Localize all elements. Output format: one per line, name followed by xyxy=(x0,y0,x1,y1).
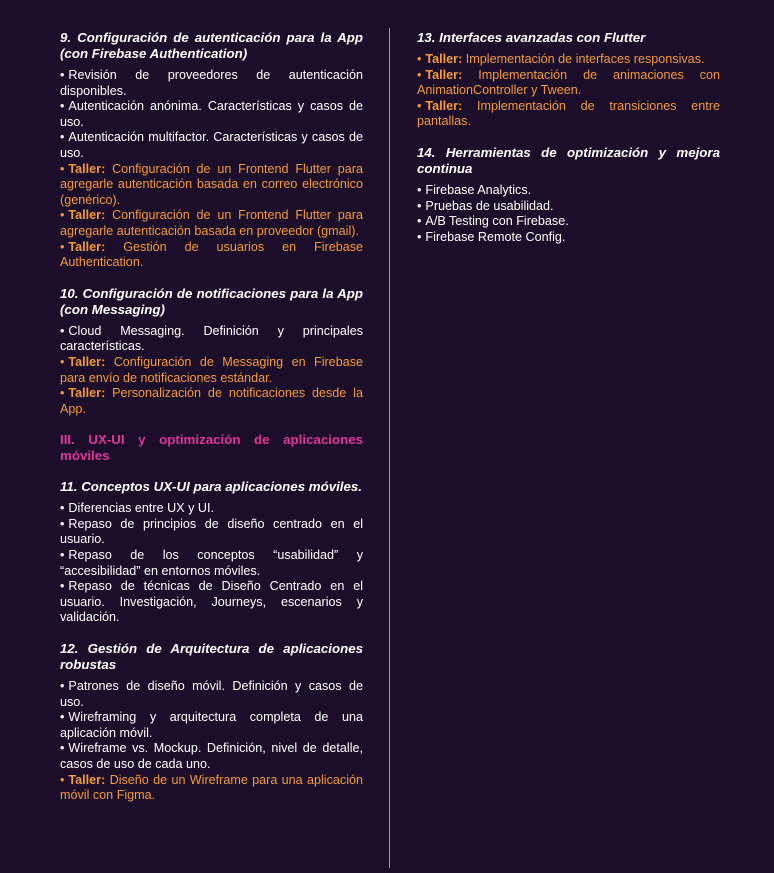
list-item: • Diferencias entre UX y UI. xyxy=(60,501,215,516)
section-14-title: 14. Herramientas de optimización y mejora continua xyxy=(417,144,720,176)
list-item: • Autenticación multifactor. Características y casos de uso. xyxy=(60,130,363,160)
taller-item: • Taller: Implementación de interfaces responsivas. xyxy=(417,52,705,66)
list-item: • Pruebas de usabilidad. xyxy=(417,198,554,213)
section-10 xyxy=(60,286,363,418)
list-item: • Revisión de proveedores de autenticación disponibles. xyxy=(60,68,363,98)
section-12-title: 12. Gestión de Arquitectura de aplicaciones robustas xyxy=(60,641,363,673)
list-item: • Cloud Messaging. Definición y principales características. xyxy=(60,323,363,354)
list-item: • Firebase Analytics. xyxy=(417,182,532,197)
list-item: • Wireframing y arquitectura completa de una aplicación móvil. xyxy=(60,710,363,740)
column-divider xyxy=(389,28,390,868)
section-12 xyxy=(60,641,363,804)
list-item: • Repaso de los conceptos “usabilidad” y “accesibilidad” en entornos móviles. xyxy=(60,548,363,578)
list-item: • Firebase Remote Config. xyxy=(417,229,566,244)
taller-item: • Taller: Personalización de notificaciones desde la App. xyxy=(60,386,363,416)
taller-item: • Taller: Implementación de animaciones con AnimationController y Tween. xyxy=(417,67,720,98)
section-9 xyxy=(60,30,363,271)
section-14 xyxy=(417,145,720,245)
list-item: • Autenticación anónima. Características y casos de uso. xyxy=(60,99,363,129)
section-13-title: 13. Interfaces avanzadas con Flutter xyxy=(417,30,646,45)
list-item: • Patrones de diseño móvil. Definición y casos de uso. xyxy=(60,679,363,709)
section-11-title: 11. Conceptos UX-UI para aplicaciones móviles. xyxy=(60,479,362,495)
list-item: • Repaso de técnicas de Diseño Centrado en el usuario. Investigación, Journeys, escenarios y validación. xyxy=(60,579,363,625)
section-9-title: 9. Configuración de autenticación para la App (con Firebase Authentication) xyxy=(60,30,363,61)
taller-item: • Taller: Gestión de usuarios en Firebase Authentication. xyxy=(60,239,364,270)
taller-item: • Taller: Configuración de un Frontend Flutter para agregarle autenticación basada en proveedor (gmail). xyxy=(60,208,363,238)
section-11 xyxy=(60,479,363,626)
list-item: • Wireframe vs. Mockup. Definición, nivel de detalle, casos de uso de cada uno. xyxy=(60,741,363,771)
part-3 xyxy=(60,432,363,464)
section-10-title: 10. Configuración de notificaciones para la App (con Messaging) xyxy=(60,285,363,317)
taller-item: • Taller: Diseño de un Wireframe para una aplicación móvil con Figma. xyxy=(60,772,364,803)
left-column xyxy=(60,30,363,819)
taller-item: • Taller: Configuración de Messaging en Firebase para envío de notificaciones estándar. xyxy=(60,354,363,385)
list-item: • A/B Testing con Firebase. xyxy=(417,214,569,229)
right-column xyxy=(417,30,720,260)
part-3-title: III. UX-UI y optimización de aplicaciones móviles xyxy=(60,432,363,464)
taller-item: • Taller: Implementación de transiciones entre pantallas. xyxy=(417,98,721,129)
list-item: • Repaso de principios de diseño centrado en el usuario. xyxy=(60,516,363,547)
section-13 xyxy=(417,30,720,130)
taller-item: • Taller: Configuración de un Frontend Flutter para agregarle autenticación basada en correo electrónico (genérico). xyxy=(60,161,363,207)
